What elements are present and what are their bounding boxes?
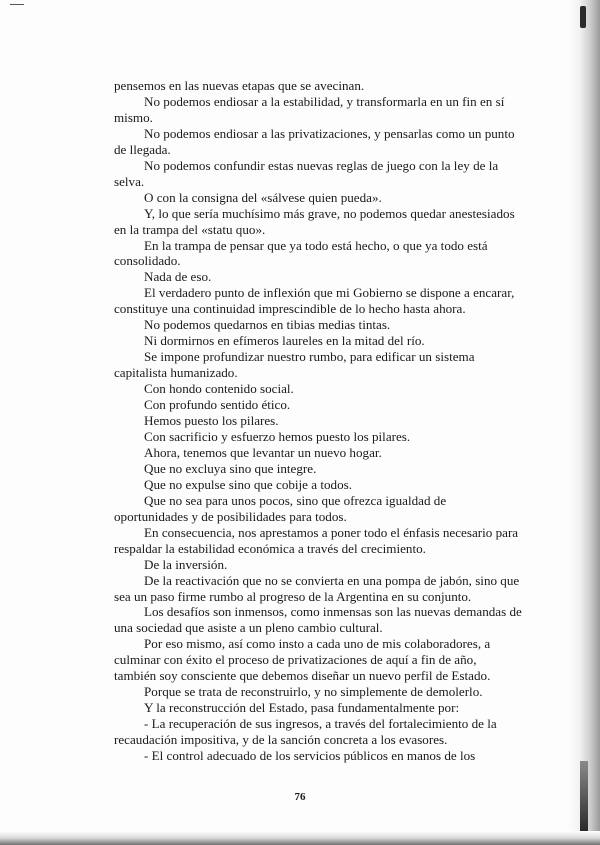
text-line: mismo. bbox=[114, 109, 153, 125]
text-line: Los desafíos son inmensos, como inmensas son las nuevas demandas de bbox=[144, 604, 522, 620]
text-line: - El control adecuado de los servicios públicos en manos de los bbox=[144, 748, 476, 764]
text-line: Se impone profundizar nuestro rumbo, para edificar un sistema bbox=[144, 349, 475, 365]
text-line: En consecuencia, nos aprestamos a poner todo el énfasis necesario para bbox=[144, 524, 519, 540]
text-line: O con la consigna del «sálvese quien pueda». bbox=[144, 189, 382, 205]
text-line: en la trampa del «statu quo». bbox=[114, 221, 266, 237]
text-line: Que no excluya sino que integre. bbox=[144, 460, 317, 476]
body-text bbox=[114, 78, 534, 764]
text-line: El verdadero punto de inflexión que mi Gobierno se dispone a encarar, bbox=[144, 285, 515, 301]
text-line: una sociedad que asiste a un pleno cambio cultural. bbox=[114, 620, 383, 636]
text-line: Ahora, tenemos que levantar un nuevo hogar. bbox=[144, 444, 382, 460]
text-line: capitalista humanizado. bbox=[114, 365, 238, 381]
text-line: Por eso mismo, así como insto a cada uno de mis colaboradores, a bbox=[144, 636, 491, 652]
text-line: respaldar la estabilidad económica a través del crecimiento. bbox=[114, 540, 426, 556]
text-line: culminar con éxito el proceso de privatizaciones de aquí a fin de año, bbox=[114, 652, 477, 668]
text-line: Hemos puesto los pilares. bbox=[144, 413, 279, 429]
scan-corner-mark bbox=[10, 4, 24, 5]
page-bottom-edge-shadow bbox=[0, 831, 600, 845]
text-line: En la trampa de pensar que ya todo está hecho, o que ya todo está bbox=[144, 237, 488, 253]
page-right-edge-shadow bbox=[566, 0, 600, 845]
text-line: Porque se trata de reconstruirlo, y no simplemente de demolerlo. bbox=[144, 684, 483, 700]
text-line: De la inversión. bbox=[144, 556, 228, 572]
text-line: sea un paso firme rumbo al progreso de la Argentina en su conjunto. bbox=[114, 588, 472, 604]
text-line: selva. bbox=[114, 173, 145, 189]
text-line: oportunidades y de posibilidades para todos. bbox=[114, 508, 347, 524]
text-line: Ni dormirnos en efímeros laureles en la mitad del río. bbox=[144, 333, 425, 349]
text-line: Nada de eso. bbox=[144, 269, 212, 285]
binding-clip-mark bbox=[580, 6, 586, 28]
text-line: pensemos en las nuevas etapas que se avecinan. bbox=[114, 78, 365, 93]
text-line: Y la reconstrucción del Estado, pasa fundamentalmente por: bbox=[144, 700, 460, 716]
text-line: también soy consciente que debemos diseñar un nuevo perfil de Estado. bbox=[114, 668, 491, 684]
text-line: recaudación impositiva, y de la sanción concreta a los evasores. bbox=[114, 732, 448, 748]
text-line: No podemos endiosar a la estabilidad, y transformarla en un fin en sí bbox=[144, 93, 505, 109]
text-line: consolidado. bbox=[114, 253, 181, 269]
text-line: Que no expulse sino que cobije a todos. bbox=[144, 476, 353, 492]
text-line: No podemos quedarnos en tibias medias tintas. bbox=[144, 317, 391, 333]
text-line: Con hondo contenido social. bbox=[144, 381, 294, 397]
text-line: constituye una continuidad imprescindible de lo hecho hasta ahora. bbox=[114, 301, 466, 317]
text-line: Y, lo que sería muchísimo más grave, no podemos quedar anestesiados bbox=[144, 205, 515, 221]
text-line: Con sacrificio y esfuerzo hemos puesto los pilares. bbox=[144, 428, 411, 444]
text-line: de llegada. bbox=[114, 141, 171, 157]
text-line: Con profundo sentido ético. bbox=[144, 397, 291, 413]
page-number: 76 bbox=[294, 791, 306, 803]
text-line: - La recuperación de sus ingresos, a través del fortalecimiento de la bbox=[144, 716, 497, 732]
text-line: De la reactivación que no se convierta en una pompa de jabón, sino que bbox=[144, 572, 520, 588]
text-line: No podemos confundir estas nuevas reglas de juego con la ley de la bbox=[144, 157, 499, 173]
text-line: No podemos endiosar a las privatizaciones, y pensarlas como un punto bbox=[144, 125, 515, 141]
text-line: Que no sea para unos pocos, sino que ofrezca igualdad de bbox=[144, 492, 447, 508]
